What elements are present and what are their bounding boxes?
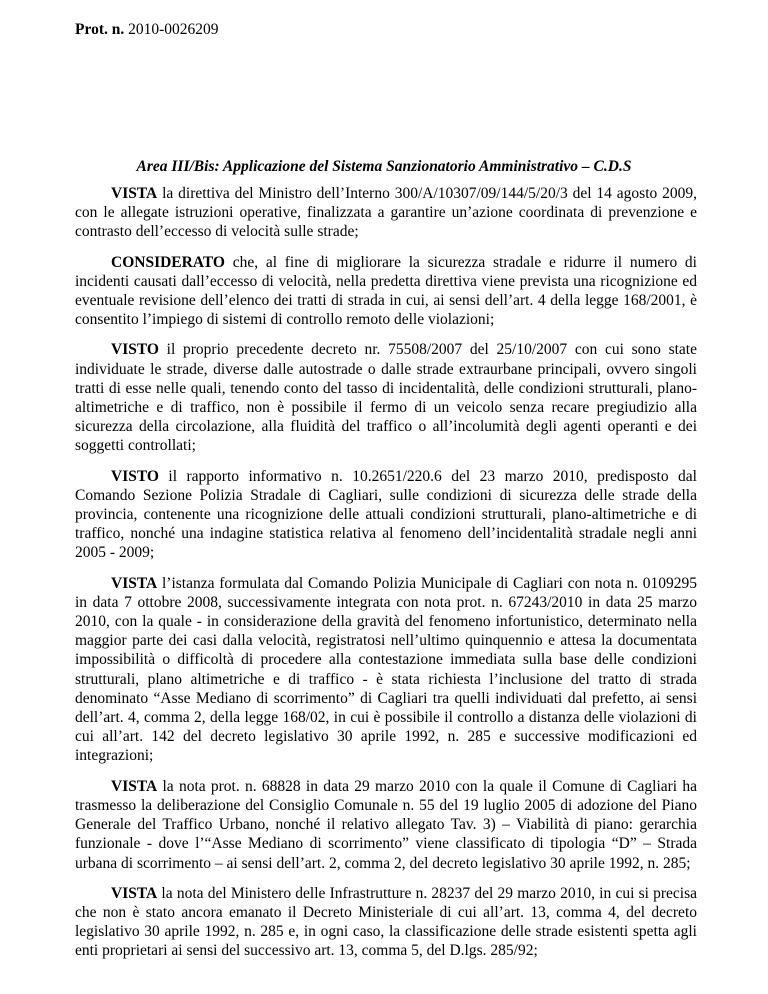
paragraph-text: il proprio precedente decreto nr. 75508/2007 del 25/10/2007 con cui sono state individuate le strade, diverse dalle autostrade o dalle strade extraurbane principali, ovvero singoli tratti di esse nelle quali, tenendo conto del tasso di incidentalità, delle condizioni strutturali, plano-altimetriche e di traffico, non è possibile il fermo di un veicolo senza recare pregiudizio alla sicurezza della circolazione, alla fluidità del traffico o all’incolumità degli agenti operanti e dei soggetti controllati;	[75, 341, 697, 455]
paragraph-vista-istanza	[75, 574, 697, 766]
document-title: Area III/Bis: Applicazione del Sistema Sanzionatorio Amministrativo – C.D.S	[136, 158, 632, 175]
paragraph-keyword: VISTA	[111, 777, 158, 795]
protocol-label: Prot. n.	[75, 21, 125, 38]
paragraph-keyword: VISTA	[111, 884, 158, 902]
paragraph-considerato	[75, 253, 697, 330]
paragraph-vista-nota-comune	[75, 777, 697, 873]
document-body	[75, 184, 697, 972]
paragraph-text: la direttiva del Ministro dell’Interno 300/A/10307/09/144/5/20/3 del 14 agosto 2009, con le allegate istruzioni operative, finalizzata a garantire un’azione coordinata di prevenzione e contrasto dell’eccesso di velocità sulle strade;	[75, 185, 697, 241]
protocol-number	[75, 21, 219, 39]
paragraph-visto-decreto	[75, 340, 697, 455]
paragraph-vista-nota-ministero	[75, 884, 697, 961]
paragraph-text: il rapporto informativo n. 10.2651/220.6 del 23 marzo 2010, predisposto dal Comando Sezione Polizia Stradale di Cagliari, sulle condizioni di sicurezza delle strade della provincia, contenente una ricognizione delle attuali condizioni strutturali, plano-altimetriche e di traffico, nonché una indagine statistica relativa al fenomeno dell’incidentalità stradale negli anni 2005 - 2009;	[75, 467, 697, 562]
paragraph-keyword: VISTA	[111, 185, 158, 202]
paragraph-text: che, al fine di migliorare la sicurezza stradale e ridurre il numero di incidenti causati dall’eccesso di velocità, nella predetta direttiva viene prevista una ricognizione ed eventuale revisione dell’elenco dei tratti di strada in cui, ai sensi dell’art. 4 della legge 168/2001, è consentito l’impiego di sistemi di controllo remoto delle violazioni;	[75, 253, 697, 329]
protocol-value: 2010-0026209	[128, 21, 219, 38]
paragraph-keyword: VISTO	[111, 341, 159, 359]
paragraph-text: la nota prot. n. 68828 in data 29 marzo 2010 con la quale il Comune di Cagliari ha trasmesso la deliberazione del Consiglio Comunale n. 55 del 19 luglio 2005 di adozione del Piano Generale del Traffico Urbano, nonché il relativo allegato Tav. 3) – Viabilità di piano: gerarchia funzionale - dove l’“Asse Mediano di scorrimento” viene classificato di tipologia “D” – Strada urbana di scorrimento – ai sensi dell’art. 2, comma 2, del decreto legislativo 30 aprile 1992, n. 285;	[75, 777, 697, 872]
paragraph-keyword: CONSIDERATO	[111, 253, 225, 271]
paragraph-text: l’istanza formulata dal Comando Polizia Municipale di Cagliari con nota n. 0109295 in data 7 ottobre 2008, successivamente integrata con nota prot. n. 67243/2010 in data 25 marzo 2010, con la quale - in considerazione della gravità del fenomeno infortunistico, determinato nella maggior parte dei casi dalla velocità, registratosi nell’ultimo quinquennio e attesa la documentata impossibilità o difficoltà di procedere alla contestazione immediata sulla base delle condizioni strutturali, plano altimetriche e di traffico - è stata richiesta l’inclusione del tratto di strada denominato “Asse Mediano di scorrimento” di Cagliari tra quelli individuati dal prefetto, ai sensi dell’art. 4, comma 2, della legge 168/02, in cui è possibile il controllo a distanza delle violazioni di cui all’art. 142 del decreto legislativo 30 aprile 1992, n. 285 e successive modificazioni ed integrazioni;	[75, 574, 697, 765]
paragraph-keyword: VISTO	[111, 467, 159, 485]
paragraph-keyword: VISTA	[111, 574, 158, 592]
paragraph-visto-rapporto	[75, 467, 697, 563]
paragraph-vista-direttiva	[75, 184, 697, 242]
paragraph-text: la nota del Ministero delle Infrastrutture n. 28237 del 29 marzo 2010, in cui si precisa che non è stato ancora emanato il Decreto Ministeriale di cui all’art. 13, comma 4, del decreto legislativo 30 aprile 1992, n. 285 e, in ogni caso, la classificazione delle strade esistenti spetta agli enti proprietari ai sensi del successivo art. 13, comma 5, del D.lgs. 285/92;	[75, 884, 697, 960]
